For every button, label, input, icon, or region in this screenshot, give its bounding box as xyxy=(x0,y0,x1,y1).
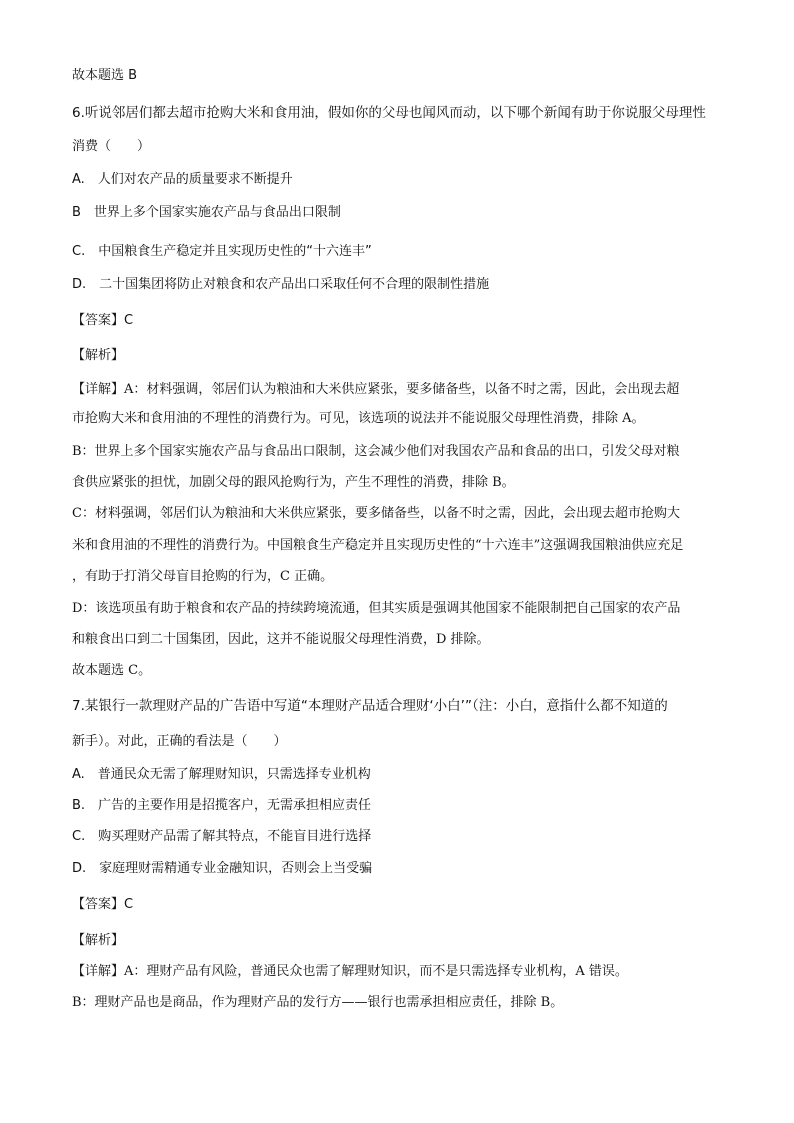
q6-option-c: C. 中国粮食生产稳定并且实现历史性的“十六连丰” xyxy=(72,244,372,259)
q6-stem-line2: 消费（ ） xyxy=(72,139,151,154)
q7-analysis-line-1: 【详解】A：理财产品有风险，普通民众也需了解理财知识，而不是只需选择专业机构，A 错误。 xyxy=(72,964,628,979)
q6-answer: 【答案】C xyxy=(72,313,134,328)
q6-analysis-line-7: ，有助于打消父母盲目抢购的行为，C 正确。 xyxy=(72,569,334,584)
q6-option-d: D. 二十国集团将防止对粮食和农产品出口采取任何不合理的限制性措施 xyxy=(72,277,490,292)
q7-option-d: D. 家庭理财需精通专业金融知识，否则会上当受骗 xyxy=(72,861,373,876)
q7-analysis-label: 【解析】 xyxy=(72,933,125,948)
q6-analysis-line-2: 市抢购大米和食用油的不理性的消费行为。可见，该选项的说法并不能说服父母理性消费，排除 A。 xyxy=(72,411,645,426)
q7-option-a: A. 普通民众无需了解理财知识，只需选择专业机构 xyxy=(72,767,371,782)
q6-conclusion: 故本题选 C。 xyxy=(72,663,152,678)
q7-stem-line2: 新手）。对此，正确的看法是（ ） xyxy=(72,734,287,749)
q6-analysis-line-5: C：材料强调，邻居们认为粮油和大米供应紧张，要多储备些，以备不时之需，因此，会出现去超市抢购大 xyxy=(72,506,680,521)
prev-conclusion: 故本题选 B xyxy=(72,68,138,83)
q6-analysis-line-4: 食供应紧张的担忧，加剧父母的跟风抢购行为，产生不理性的消费，排除 B。 xyxy=(72,475,515,490)
q7-stem-line1: 7.某银行一款理财产品的广告语中写道“本理财产品适合理财‘小白’”（注：小白，意指什么都不知道的 xyxy=(72,698,668,714)
q7-option-c: C. 购买理财产品需了解其特点，不能盲目进行选择 xyxy=(72,829,372,844)
q6-analysis-label: 【解析】 xyxy=(72,348,125,363)
q7-analysis-line-2: B：理财产品也是商品，作为理财产品的发行方——银行也需承担相应责任，排除 B。 xyxy=(72,995,564,1010)
q6-analysis-line-1: 【详解】A：材料强调，邻居们认为粮油和大米供应紧张，要多储备些，以备不时之需，因此，会出现去超 xyxy=(72,382,680,397)
q6-analysis-line-3: B：世界上多个国家实施农产品与食品出口限制，这会减少他们对我国农产品和食品的出口，引发父母对粮 xyxy=(72,444,680,459)
q6-analysis-line-6: 米和食用油的不理性的消费行为。中国粮食生产稳定并且实现历史性的“十六连丰”这强调我国粮油供应充足 xyxy=(72,538,684,553)
q6-analysis-line-8: D：该选项虽有助于粮食和农产品的持续跨境流通，但其实质是强调其他国家不能限制把自己国家的农产品 xyxy=(72,601,681,616)
q6-analysis-line-9: 和粮食出口到二十国集团，因此，这并不能说服父母理性消费，D 排除。 xyxy=(72,632,490,647)
q6-option-a: A. 人们对农产品的质量要求不断提升 xyxy=(72,172,293,187)
q6-option-b: B 世界上多个国家实施农产品与食品出口限制 xyxy=(72,205,341,220)
q7-option-b: B. 广告的主要作用是招揽客户，无需承担相应责任 xyxy=(72,798,372,813)
q6-stem-line1: 6.听说邻居们都去超市抢购大米和食用油，假如你的父母也闻风而动，以下哪个新闻有助于你说服父母理性 xyxy=(72,105,706,121)
q7-answer: 【答案】C xyxy=(72,897,134,912)
